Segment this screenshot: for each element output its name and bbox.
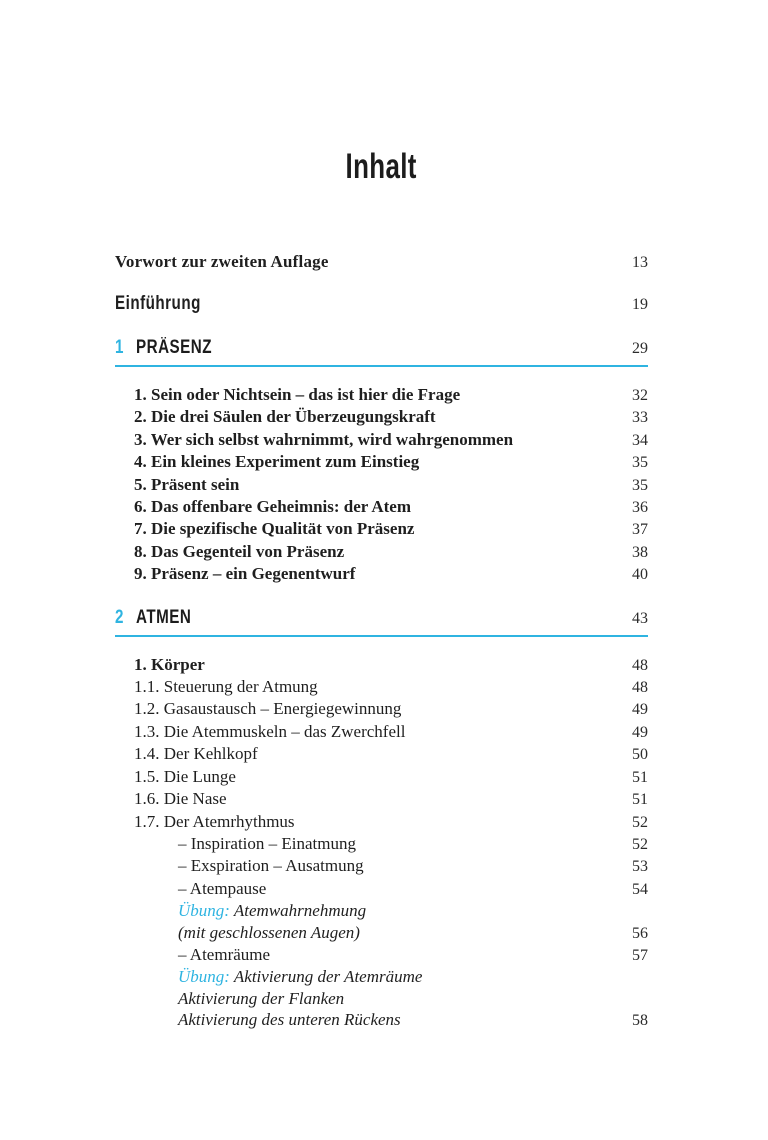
toc-entry-page: 49 <box>632 701 648 719</box>
toc-row <box>115 855 648 877</box>
uebung-prefix: Übung: <box>178 967 230 987</box>
toc-row <box>115 788 648 810</box>
toc-row <box>115 518 648 540</box>
front-sans-label: Einführung <box>115 293 201 314</box>
toc-entry-label: – Atempause <box>178 878 267 898</box>
toc-entry-page: 36 <box>632 499 648 517</box>
toc-entry-label <box>115 293 222 315</box>
toc-entry-label: Übung: Aktivierung der Atemräume <box>178 967 423 987</box>
toc-entry-page: 52 <box>632 813 648 831</box>
toc-row <box>115 743 648 765</box>
toc-row <box>115 900 648 921</box>
page-title-block <box>115 147 648 189</box>
toc-entry-page: 50 <box>632 746 648 764</box>
chapter-header <box>115 607 648 637</box>
toc-entry-page: 40 <box>632 566 648 584</box>
toc-entry-label: 3. Wer sich selbst wahrnimmt, wird wahrgenommen <box>134 429 514 449</box>
toc-entry-page: 34 <box>632 431 648 449</box>
chapter-page: 29 <box>632 340 648 357</box>
toc-entry-label: (mit geschlossenen Augen) <box>178 922 360 942</box>
toc-entry-label: – Exspiration – Ausatmung <box>178 856 364 876</box>
toc-row <box>115 721 648 743</box>
toc-entry-page: 35 <box>632 454 648 472</box>
toc-row <box>115 811 648 833</box>
toc-entry-label: 1. Körper <box>134 654 205 674</box>
toc-entry-page: 37 <box>632 521 648 539</box>
toc-list <box>115 251 648 1032</box>
toc-entry-page: 51 <box>632 768 648 786</box>
toc-entry-page: 49 <box>632 723 648 741</box>
toc-entry-label: Aktivierung der Flanken <box>178 988 345 1008</box>
toc-entry-label: Übung: Atemwahrnehmung <box>178 901 367 921</box>
toc-entry-label: 1.4. Der Kehlkopf <box>134 744 258 764</box>
toc-entry-page: 53 <box>632 858 648 876</box>
toc-entry-label: 1.3. Die Atemmuskeln – das Zwerchfell <box>134 721 406 741</box>
toc-row <box>115 698 648 720</box>
page-title: Inhalt <box>345 147 418 186</box>
toc-entry-page: 13 <box>632 254 648 271</box>
chapter-number: 1 <box>115 337 124 358</box>
toc-row <box>115 384 648 406</box>
toc-entry-page: 19 <box>632 296 648 313</box>
toc-row <box>115 654 648 676</box>
toc-entry-label: 1.1. Steuerung der Atmung <box>134 677 318 697</box>
toc-row <box>115 966 648 987</box>
toc-row <box>115 1009 648 1031</box>
toc-row <box>115 563 648 585</box>
toc-row <box>115 251 648 274</box>
toc-entry-label: 1.6. Die Nase <box>134 789 227 809</box>
toc-content <box>115 147 648 1032</box>
toc-entry-page: 32 <box>632 387 648 404</box>
toc-row <box>115 833 648 855</box>
toc-row <box>115 474 648 496</box>
toc-row <box>115 944 648 966</box>
toc-entry-label: 4. Ein kleines Experiment zum Einstieg <box>134 452 420 472</box>
toc-entry-label: 1.7. Der Atemrhythmus <box>134 811 295 831</box>
toc-entry-label: 5. Präsent sein <box>134 474 240 494</box>
chapter-number: 2 <box>115 606 124 628</box>
toc-entry-label: 1.5. Die Lunge <box>134 766 236 786</box>
toc-row <box>115 922 648 944</box>
toc-entry-page: 38 <box>632 543 648 561</box>
chapter-title: ATMEN <box>136 606 192 628</box>
toc-entry-label: Vorwort zur zweiten Auflage <box>115 252 329 271</box>
toc-row <box>115 406 648 428</box>
toc-row <box>115 451 648 473</box>
toc-entry-page: 51 <box>632 791 648 809</box>
toc-entry-page: 35 <box>632 476 648 494</box>
toc-entry-page: 48 <box>632 656 648 674</box>
toc-entry-label: – Inspiration – Einatmung <box>178 833 357 853</box>
toc-entry-page: 54 <box>632 880 648 898</box>
toc-entry-page: 56 <box>632 924 648 942</box>
chapter-header <box>115 337 648 367</box>
toc-entry-page: 58 <box>632 1012 648 1030</box>
toc-entry-label: – Atemräume <box>178 944 271 964</box>
toc-entry-label: 2. Die drei Säulen der Überzeugungskraft <box>134 407 436 427</box>
toc-row <box>115 541 648 563</box>
toc-row <box>115 988 648 1009</box>
chapter-page: 43 <box>632 609 648 627</box>
toc-row <box>115 496 648 518</box>
toc-row <box>115 676 648 698</box>
toc-row <box>115 293 648 316</box>
uebung-prefix: Übung: <box>178 901 230 921</box>
toc-entry-label: 1.2. Gasaustausch – Energiegewinnung <box>134 699 402 719</box>
toc-entry-page: 48 <box>632 679 648 697</box>
toc-entry-label: Aktivierung des unteren Rückens <box>178 1010 401 1030</box>
toc-entry-page: 57 <box>632 946 648 964</box>
toc-entry-label: 8. Das Gegenteil von Präsenz <box>134 541 345 561</box>
toc-row <box>115 878 648 900</box>
chapter-title: PRÄSENZ <box>136 337 213 358</box>
toc-entry-label: 9. Präsenz – ein Gegenentwurf <box>134 564 356 584</box>
toc-entry-label: 1. Sein oder Nichtsein – das ist hier die Frage <box>134 385 461 404</box>
toc-entry-label: 6. Das offenbare Geheimnis: der Atem <box>134 497 412 517</box>
toc-row <box>115 429 648 451</box>
toc-entry-page: 52 <box>632 835 648 853</box>
toc-entry-page: 33 <box>632 409 648 427</box>
toc-entry-label: 7. Die spezifische Qualität von Präsenz <box>134 519 415 539</box>
toc-row <box>115 766 648 788</box>
